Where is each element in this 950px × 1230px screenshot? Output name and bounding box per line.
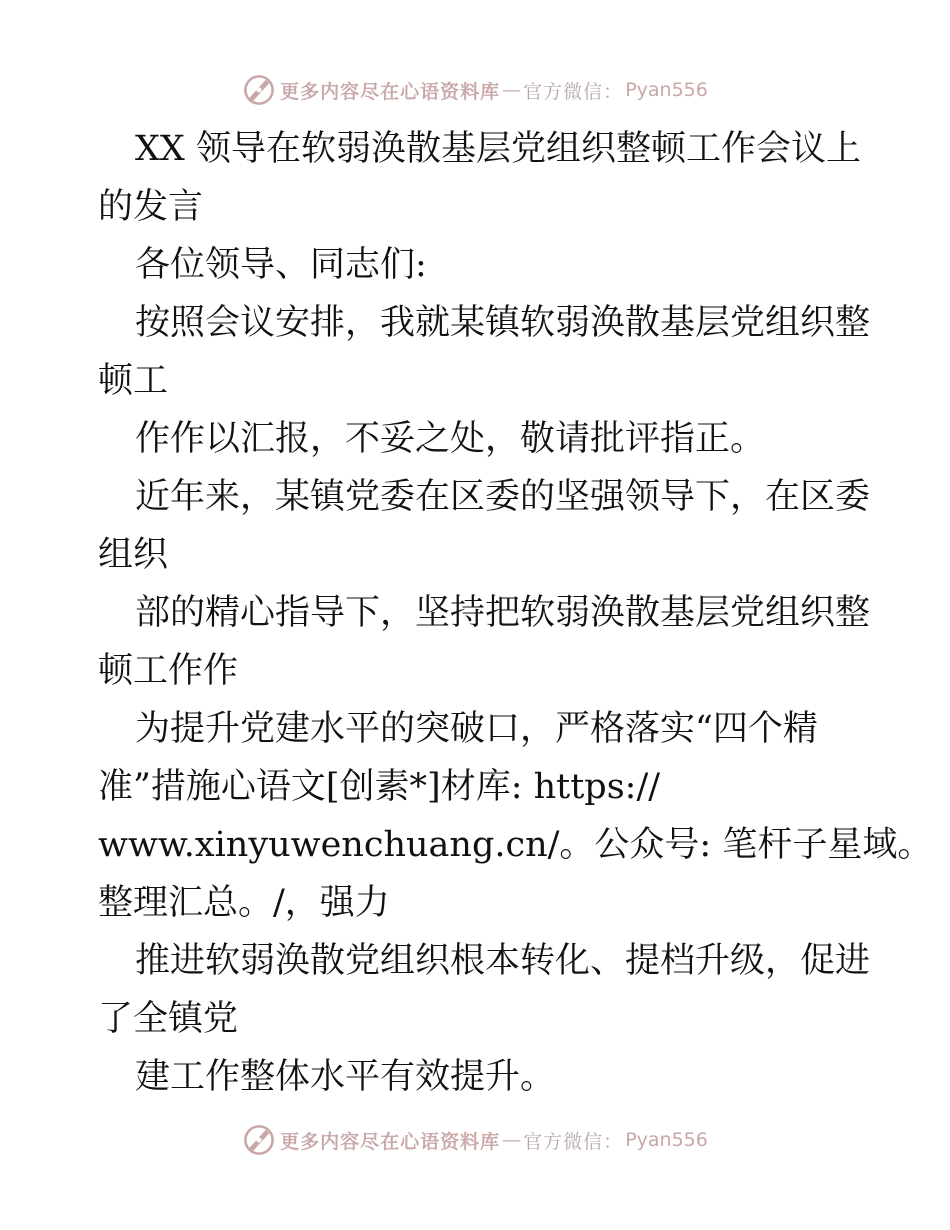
title-line-2: 的发言 xyxy=(98,187,204,227)
watermark-header xyxy=(0,70,950,110)
watermark-dash: — xyxy=(502,1129,522,1151)
watermark-wechat-id: Pyan556 xyxy=(625,79,708,101)
paragraph-line: 顿工作作 xyxy=(98,651,239,691)
paragraph-line: 为提升党建水平的突破口，严格落实“四个精 xyxy=(135,709,818,749)
paragraph-line: 准”措施心语文[创素*]材库: https:// xyxy=(98,767,661,807)
title-line-1: XX 领导在软弱涣散基层党组织整顿工作会议上 xyxy=(135,129,861,169)
watermark-text: 更多内容尽在心语资料库 xyxy=(280,80,501,103)
paragraph-line: www.xinyuwenchuang.cn/。公众号: 笔杆子星域。 xyxy=(98,825,933,865)
paragraph-line: 建工作整体水平有效提升。 xyxy=(135,1057,556,1097)
paragraph-line: 近年来，某镇党委在区委的坚强领导下，在区委 xyxy=(135,477,871,517)
paragraph-line: 顿工 xyxy=(98,361,169,401)
paragraph-line: 整理汇总。/，强力 xyxy=(98,883,390,923)
pen-logo-icon xyxy=(242,73,276,107)
watermark-wechat-label: 官方微信： xyxy=(523,1130,624,1153)
pen-logo-icon xyxy=(242,1123,276,1157)
watermark-text: 更多内容尽在心语资料库 xyxy=(280,1130,501,1153)
paragraph-line: 按照会议安排，我就某镇软弱涣散基层党组织整 xyxy=(135,303,871,343)
paragraph-line: 了全镇党 xyxy=(98,999,239,1039)
watermark-wechat-label: 官方微信： xyxy=(523,80,624,103)
watermark-footer xyxy=(0,1120,950,1160)
watermark-wechat-id: Pyan556 xyxy=(625,1129,708,1151)
paragraph-line: 组织 xyxy=(98,535,169,575)
paragraph-line: 推进软弱涣散党组织根本转化、提档升级，促进 xyxy=(135,941,871,981)
watermark-dash: — xyxy=(502,79,522,101)
salutation: 各位领导、同志们: xyxy=(135,245,427,285)
paragraph-line: 部的精心指导下，坚持把软弱涣散基层党组织整 xyxy=(135,593,871,633)
paragraph-line: 作作以汇报，不妥之处，敬请批评指正。 xyxy=(135,419,766,459)
document-body xyxy=(98,120,933,1106)
